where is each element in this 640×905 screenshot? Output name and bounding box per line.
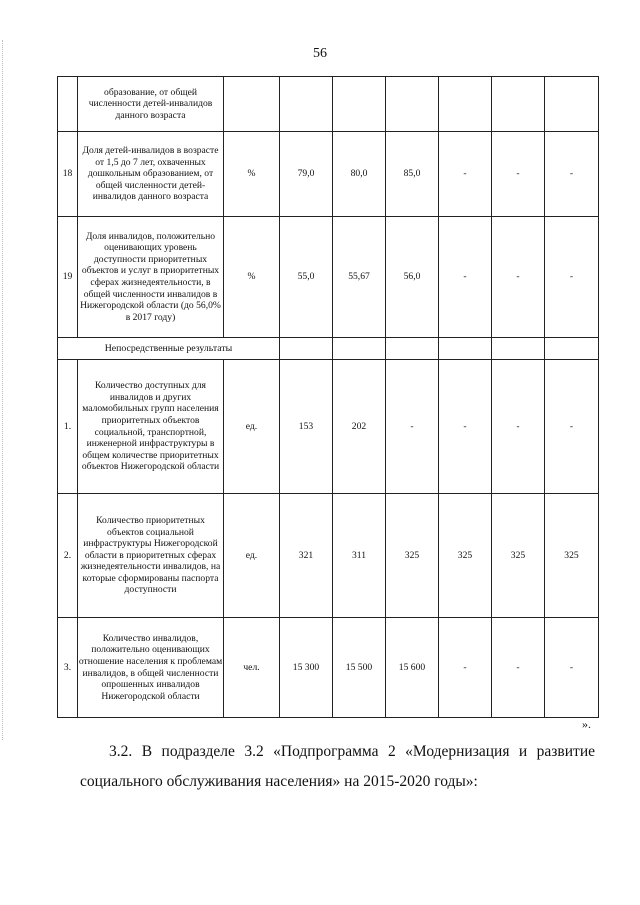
value-cell: - [386, 360, 439, 494]
value-cell: 325 [439, 494, 492, 618]
unit-cell: ед. [224, 494, 280, 618]
amendment-paragraph: 3.2. В подразделе 3.2 «Подпрограмма 2 «Модернизация и развитие социального обслуживания населения» на 2015-2020 годы»: [80, 743, 595, 790]
unit-cell: ед. [224, 360, 280, 494]
value-cell: - [439, 618, 492, 718]
value-cell: 85,0 [386, 132, 439, 217]
indicator-description: Доля детей-инвалидов в возрасте от 1,5 до 7 лет, охваченных дошкольным образованием, от общей численности детей-инвалидов данного возраста [78, 132, 224, 217]
table-row [58, 494, 599, 618]
value-cell: 55,0 [280, 217, 333, 338]
indicator-description: образование, от общей численности детей-инвалидов данного возраста [78, 77, 224, 132]
value-cell: 15 300 [280, 618, 333, 718]
table-row [58, 360, 599, 494]
value-cell: - [492, 217, 545, 338]
value-cell: - [439, 217, 492, 338]
unit-cell: % [224, 132, 280, 217]
value-cell: 56,0 [386, 217, 439, 338]
value-cell: 153 [280, 360, 333, 494]
value-cell: - [545, 132, 599, 217]
value-cell: 55,67 [333, 217, 386, 338]
value-cell: 321 [280, 494, 333, 618]
value-cell: 311 [333, 494, 386, 618]
value-cell [386, 77, 439, 132]
unit-cell: % [224, 217, 280, 338]
indicators-table-body [58, 77, 599, 718]
value-cell: - [439, 360, 492, 494]
value-cell: - [492, 360, 545, 494]
indicator-description: Количество доступных для инвалидов и других маломобильных групп населения приоритетных объектов социальной, транспортной, инженерной инфраструктуры в общем количестве приоритетных объектов Нижегородской области [78, 360, 224, 494]
value-cell: 202 [333, 360, 386, 494]
value-cell: 15 600 [386, 618, 439, 718]
value-cell: - [439, 132, 492, 217]
table-row [58, 77, 599, 132]
row-number: 2. [58, 494, 78, 618]
value-cell: - [545, 217, 599, 338]
value-cell [545, 77, 599, 132]
row-number: 18 [58, 132, 78, 217]
value-cell: 79,0 [280, 132, 333, 217]
table-row [58, 132, 599, 217]
scan-edge-marks [2, 40, 4, 740]
row-number: 19 [58, 217, 78, 338]
value-cell: 325 [492, 494, 545, 618]
row-number: 1. [58, 360, 78, 494]
row-number [58, 77, 78, 132]
indicators-table [57, 76, 599, 718]
indicator-description: Количество инвалидов, положительно оценивающих отношение населения к проблемам инвалидов, в общей численности опрошенных инвалидов Нижегородской области [78, 618, 224, 718]
indicator-description: Доля инвалидов, положительно оценивающих уровень доступности приоритетных объектов и услуг в приоритетных сферах жизнедеятельности, в общей численности инвалидов в Нижегородской области (до 56,0% в 2017 году) [78, 217, 224, 338]
value-cell [492, 77, 545, 132]
unit-cell: чел. [224, 618, 280, 718]
value-cell: 80,0 [333, 132, 386, 217]
value-cell: - [492, 618, 545, 718]
page-number: 56 [313, 46, 327, 61]
section-title: Непосредственные результаты [58, 338, 280, 360]
section-row [58, 338, 599, 360]
value-cell [280, 77, 333, 132]
value-cell: 325 [386, 494, 439, 618]
table-row [58, 217, 599, 338]
value-cell: - [545, 360, 599, 494]
table-row [58, 618, 599, 718]
value-cell: 15 500 [333, 618, 386, 718]
value-cell: - [545, 618, 599, 718]
indicator-description: Количество приоритетных объектов социальной инфраструктуры Нижегородской области в приоритетных сферах жизнедеятельности инвалидов, на которые сформированы паспорта доступности [78, 494, 224, 618]
value-cell [333, 77, 386, 132]
unit-cell [224, 77, 280, 132]
value-cell: 325 [545, 494, 599, 618]
value-cell: - [492, 132, 545, 217]
closing-quote-mark: ». [582, 717, 591, 731]
row-number: 3. [58, 618, 78, 718]
value-cell [439, 77, 492, 132]
